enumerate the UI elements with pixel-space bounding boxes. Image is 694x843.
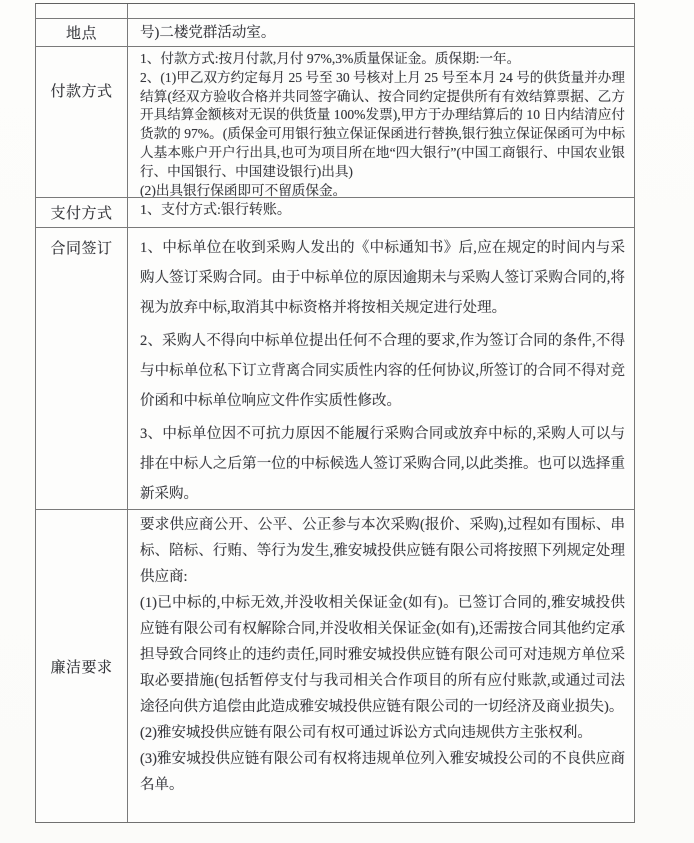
paragraph: (2)出具银行保函即可不留质保金。 [140,182,347,197]
table-row-location [36,18,634,46]
row-content-payment-terms [128,47,634,197]
paragraph: (2)雅安城投供应链有限公司有权可通过诉讼方式向违规供方主张权利。 [140,725,592,741]
table-row-integrity-requirements [36,509,634,822]
row-label-payment-method: 支付方式 [36,198,128,227]
table-row-payment-terms [36,46,634,197]
row-label-payment-terms: 付款方式 [36,47,128,197]
table-row-payment-method [36,197,634,227]
paragraph: 1、中标单位在收到采购人发出的《中标通知书》后,应在规定的时间内与采购人签订采购合同。由于中标单位的原因逾期未与采购人签订采购合同的,将视为放弃中标,取消其中标资格并将按相关规定进行处理。 [140,240,625,316]
row-label-contract-signing: 合同签订 [36,228,128,509]
partial-row-content-cell [128,4,634,18]
partial-row-label-cell [36,4,128,18]
paragraph: 1、支付方式:银行转账。 [140,203,291,218]
table-row-contract-signing [36,227,634,509]
row-label-location: 地点 [36,19,128,46]
row-content-integrity-requirements [128,510,634,822]
table-row-partial-top [36,4,634,18]
row-content-payment-method [128,198,634,227]
paragraph: 1、付款方式:按月付款,月付 97%,3%质量保证金。质保期:一年。 [140,51,521,66]
paragraph: (3)雅安城投供应链有限公司有权将违规单位列入雅安城投公司的不良供应商名单。 [140,751,625,793]
row-label-integrity-requirements: 廉洁要求 [36,510,128,822]
procurement-terms-table [35,3,635,823]
paragraph: 2、(1)甲乙双方约定每月 25 号至 30 号核对上月 25 号至本月 24 号的供货量并办理结算(经双方验收合格并共同签字确认、按合同约定提供所有有效结算票据、乙方开具结算金额核对无误的供货量 100%发票),甲方于办理结算后的 10 日内结清应付货款的 97%。(质保金可用银行独立保证保函进行替换,银行独立保证保函可为中标人基本账户开户行出具,也可为项目所在地“四大银行”(中国工商银行、中国农业银行、中国银行、中国建设银行)出具) [140,69,625,179]
paragraph: 2、采购人不得向中标单位提出任何不合理的要求,作为签订合同的条件,不得与中标单位私下订立背离合同实质性内容的任何协议,所签订的合同不得对竞价函和中标单位响应文件作实质性修改。 [140,333,625,409]
paragraph: 3、中标单位因不可抗力原因不能履行采购合同或放弃中标的,采购人可以与排在中标人之后第一位的中标候选人签订采购合同,以此类推。也可以选择重新采购。 [140,426,625,502]
paragraph: (1)已中标的,中标无效,并没收相关保证金(如有)。已签订合同的,雅安城投供应链有限公司有权解除合同,并没收相关保证金(如有),还需按合同其他约定承担导致合同终止的违约责任,同时雅安城投供应链有限公司可对违规方单位采取必要措施(包括暂停支付与我司相关合作项目的所有应付账款,或通过司法途径向供方追偿由此造成雅安城投供应链有限公司的一切经济及商业损失)。 [140,595,625,715]
row-content-location [128,19,634,46]
paragraph: 号)二楼党群活动室。 [140,25,276,41]
paragraph: 要求供应商公开、公平、公正参与本次采购(报价、采购),过程如有围标、串标、陪标、行贿、等行为发生,雅安城投供应链有限公司将按照下列规定处理供应商: [140,517,625,585]
row-content-contract-signing [128,228,634,509]
